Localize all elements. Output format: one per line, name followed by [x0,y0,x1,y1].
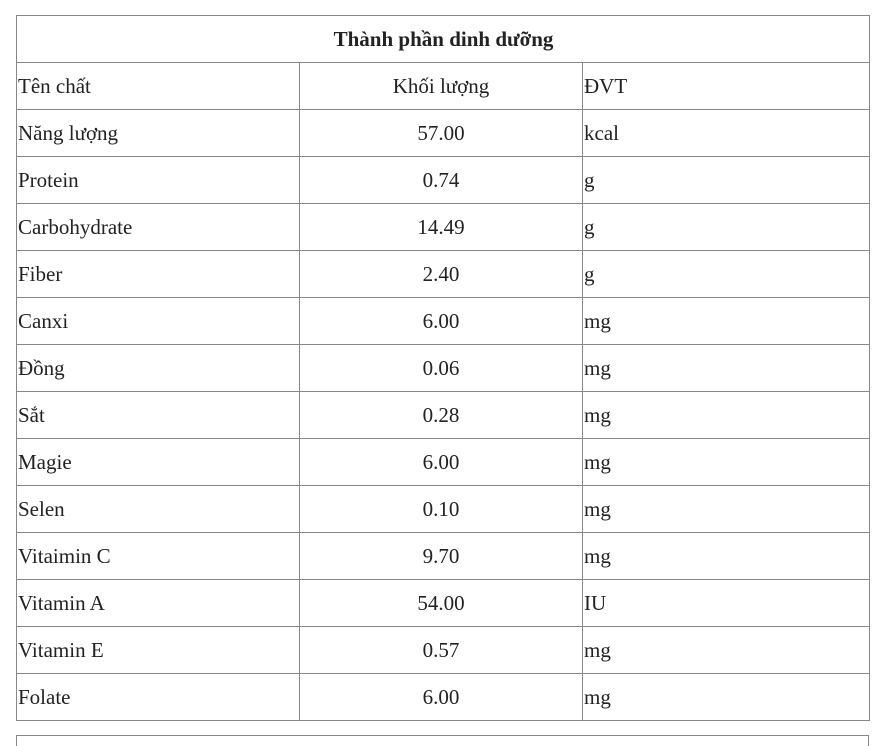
nutrient-name-cell: Protein [17,157,300,204]
nutrient-amount-cell: 6.00 [300,439,583,486]
nutrient-unit-cell: mg [583,439,870,486]
table-row [17,674,870,721]
nutrient-amount-cell: 57.00 [300,110,583,157]
nutrient-name-cell: Vitaimin C [17,533,300,580]
nutrient-name-cell: Vitamin E [17,627,300,674]
nutrient-name-cell: Canxi [17,298,300,345]
table-row [17,580,870,627]
table-row [17,298,870,345]
table-title-row [17,16,870,63]
nutrient-unit-cell: mg [583,298,870,345]
nutrient-unit-cell: kcal [583,110,870,157]
nutrient-unit-cell: g [583,204,870,251]
nutrient-unit-cell: mg [583,345,870,392]
nutrient-name-cell: Đồng [17,345,300,392]
table-header-row [17,63,870,110]
nutrient-amount-cell: 6.00 [300,298,583,345]
nutrient-amount-cell: 6.00 [300,674,583,721]
nutrient-amount-cell: 9.70 [300,533,583,580]
table-row [17,204,870,251]
table-row [17,486,870,533]
table-row [17,110,870,157]
table-row [17,157,870,204]
nutrient-name-cell: Folate [17,674,300,721]
header-unit: ĐVT [583,63,870,110]
nutrient-amount-cell: 0.57 [300,627,583,674]
nutrient-unit-cell: mg [583,533,870,580]
nutrient-name-cell: Vitamin A [17,580,300,627]
nutrient-name-cell: Magie [17,439,300,486]
nutrient-amount-cell: 54.00 [300,580,583,627]
table-row [17,533,870,580]
nutrient-amount-cell: 14.49 [300,204,583,251]
nutrient-unit-cell: mg [583,674,870,721]
nutrient-unit-cell: mg [583,486,870,533]
nutrient-amount-cell: 2.40 [300,251,583,298]
table-body [17,110,870,721]
table-title: Thành phần dinh dưỡng [17,16,870,63]
table-row [17,439,870,486]
header-amount: Khối lượng [300,63,583,110]
nutrient-unit-cell: mg [583,627,870,674]
nutrient-unit-cell: g [583,157,870,204]
header-name: Tên chất [17,63,300,110]
table-row [17,392,870,439]
nutrient-name-cell: Sắt [17,392,300,439]
nutrient-name-cell: Carbohydrate [17,204,300,251]
nutrient-amount-cell: 0.10 [300,486,583,533]
nutrition-table-container [16,15,869,721]
table-row [17,627,870,674]
nutrient-amount-cell: 0.28 [300,392,583,439]
nutrient-name-cell: Năng lượng [17,110,300,157]
nutrition-table [16,15,870,721]
nutrient-unit-cell: IU [583,580,870,627]
nutrient-amount-cell: 0.74 [300,157,583,204]
nutrient-unit-cell: g [583,251,870,298]
nutrient-name-cell: Fiber [17,251,300,298]
table-row [17,251,870,298]
nutrient-name-cell: Selen [17,486,300,533]
nutrient-amount-cell: 0.06 [300,345,583,392]
next-table-edge [16,735,869,746]
table-row [17,345,870,392]
nutrient-unit-cell: mg [583,392,870,439]
